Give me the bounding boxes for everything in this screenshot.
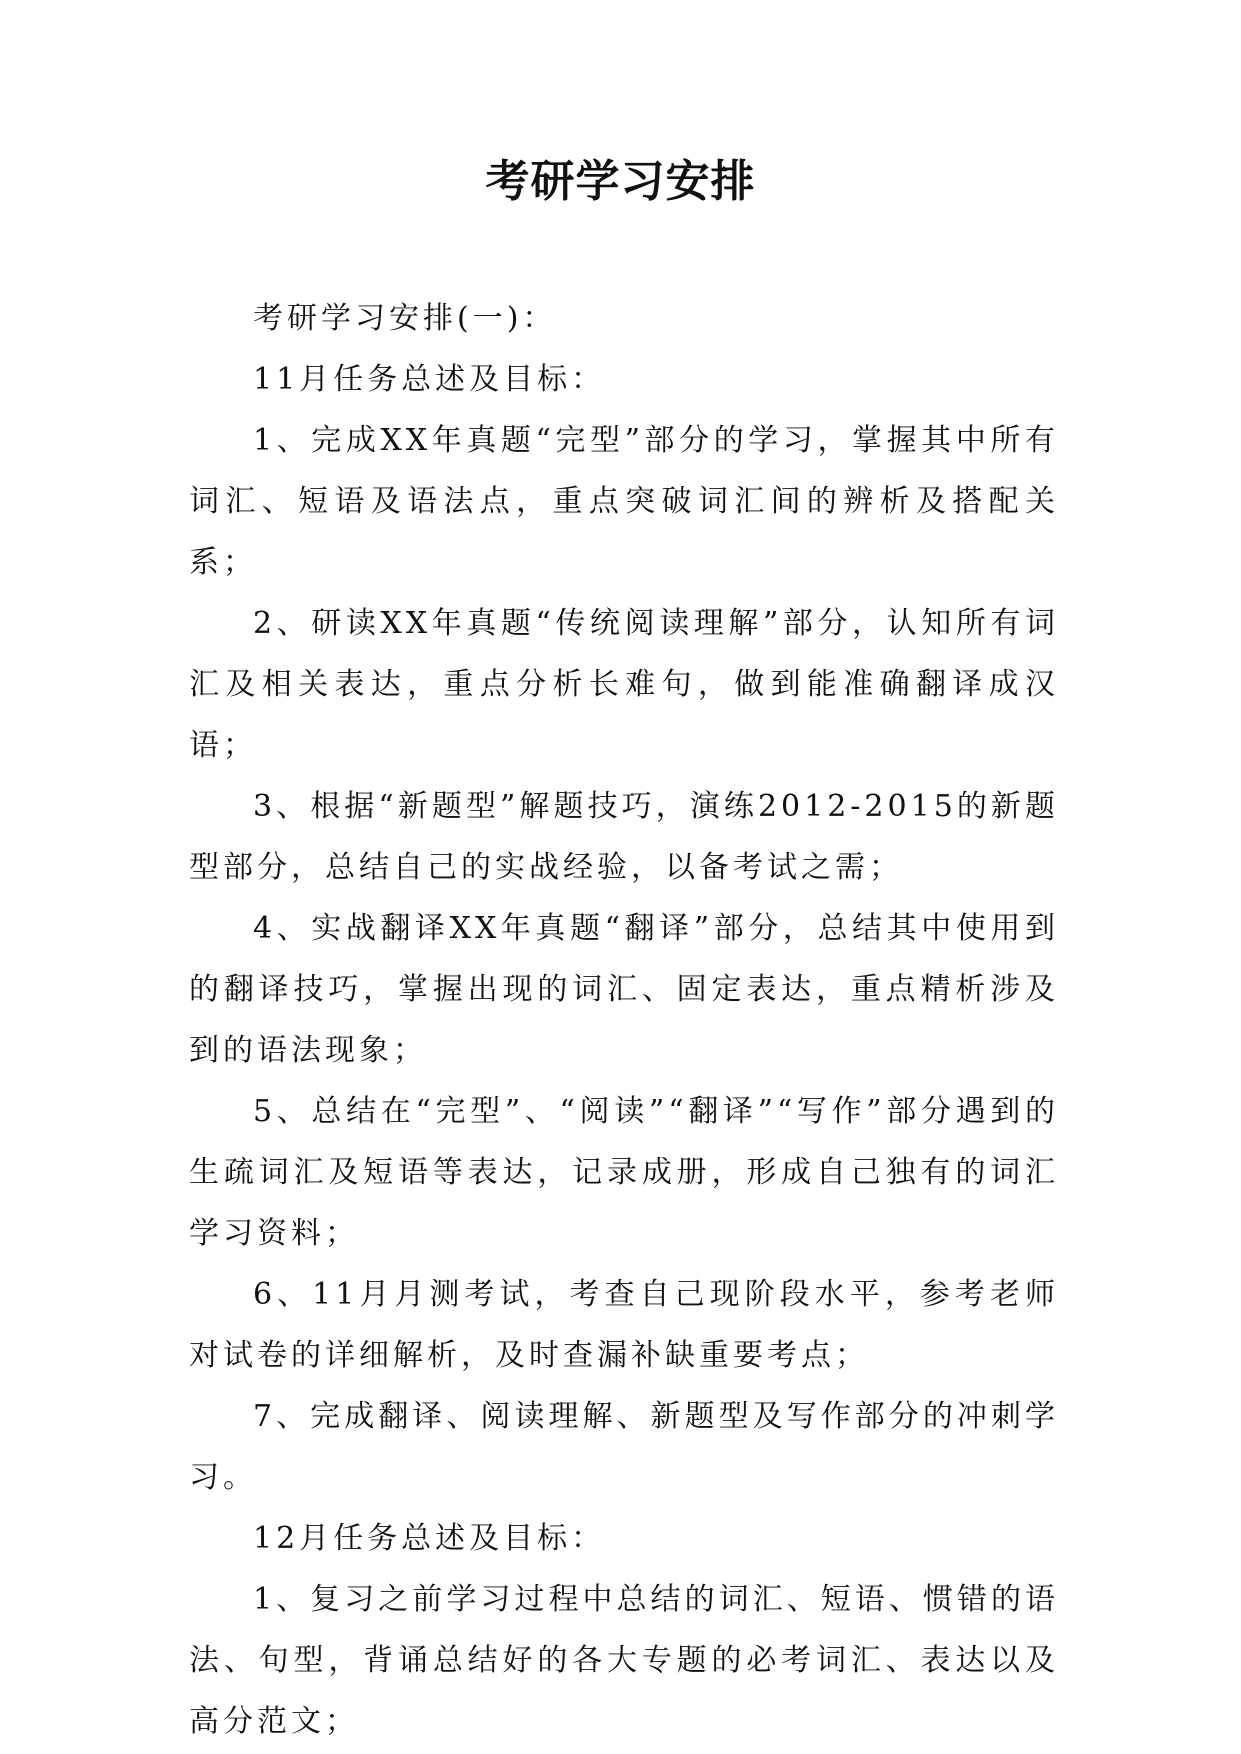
paragraph-november-item-2: 2、研读XX年真题“传统阅读理解”部分，认知所有词汇及相关表达，重点分析长难句，做到能准确翻译成汉语； bbox=[189, 606, 1059, 763]
document-title: 考研学习安排 bbox=[485, 156, 756, 207]
paragraph-november-item-1: 1、完成XX年真题“完型”部分的学习，掌握其中所有词汇、短语及语法点，重点突破词汇间的辨析及搭配关系； bbox=[189, 423, 1059, 580]
paragraph-november-item-6: 6、11月月测考试，考查自己现阶段水平，参考老师对试卷的详细解析，及时查漏补缺重要考点； bbox=[189, 1277, 1059, 1373]
paragraph-december-item-1: 1、复习之前学习过程中总结的词汇、短语、惯错的语法、句型，背诵总结好的各大专题的必考词汇、表达以及高分范文； bbox=[189, 1582, 1059, 1739]
paragraph-november-item-3: 3、根据“新题型”解题技巧，演练2012-2015的新题型部分，总结自己的实战经验，以备考试之需； bbox=[189, 789, 1059, 885]
document-body bbox=[189, 288, 1059, 1752]
paragraph-intro-heading: 考研学习安排(一)： bbox=[253, 301, 557, 336]
paragraph-november-item-4: 4、实战翻译XX年真题“翻译”部分，总结其中使用到的翻译技巧，掌握出现的词汇、固定表达，重点精析涉及到的语法现象； bbox=[189, 911, 1059, 1068]
paragraph-november-heading: 11月任务总述及目标： bbox=[253, 362, 606, 397]
paragraph-november-item-5: 5、总结在“完型”、“阅读”“翻译”“写作”部分遇到的生疏词汇及短语等表达，记录成册，形成自己独有的词汇学习资料； bbox=[189, 1094, 1059, 1251]
paragraph-december-heading: 12月任务总述及目标： bbox=[253, 1521, 606, 1556]
paragraph-november-item-7: 7、完成翻译、阅读理解、新题型及写作部分的冲刺学习。 bbox=[189, 1399, 1059, 1495]
